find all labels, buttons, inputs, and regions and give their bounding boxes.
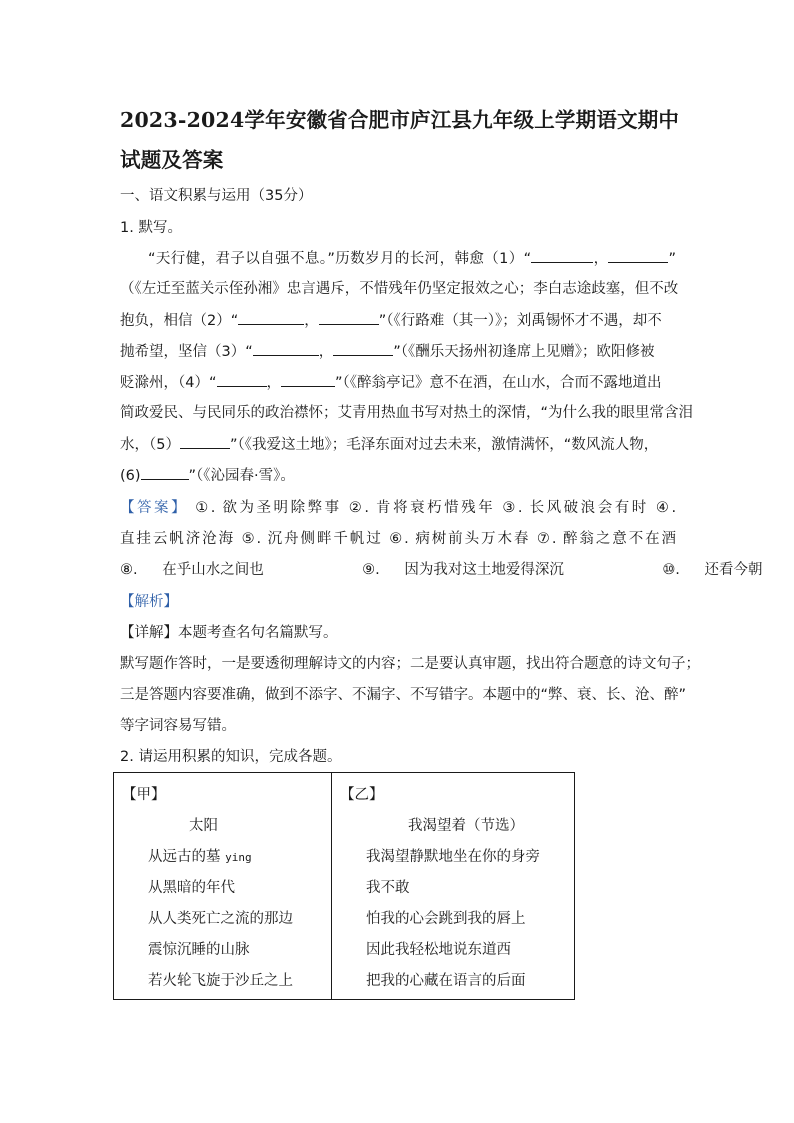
detail-text: 本题考查名句名篇默写。 — [178, 625, 338, 641]
detail-line — [120, 623, 676, 643]
detail-label: 【详解】 — [120, 625, 178, 641]
right-poem-line: 把我的心藏在语言的后面 — [366, 973, 526, 989]
q1-text: “天行健，君子以自强不息。”历数岁月的长河，韩愈（1）“ — [148, 251, 532, 267]
answer-line-1 — [120, 498, 676, 518]
answer-blank — [281, 372, 335, 387]
answer-blank — [180, 434, 230, 449]
q1-para-line-1 — [120, 248, 676, 269]
right-poem-line: 我不敢 — [366, 880, 410, 896]
q1-para-line-6: 简政爱民、与民同乐的政治襟怀；艾青用热血书写对热土的深情，“为什么我的眼里常含泪 — [120, 405, 694, 421]
answer-blank — [217, 372, 267, 387]
right-tag: 【乙】 — [340, 787, 384, 803]
q1-text: (6) — [120, 468, 141, 484]
q1-text: ”（《沁园春·雪》。 — [188, 468, 295, 484]
left-poem-line: 若火轮飞旋于沙丘之上 — [148, 973, 293, 989]
answer-blank — [319, 310, 379, 325]
q1-text: ， — [593, 251, 609, 267]
q1-text: ” — [668, 251, 676, 267]
answer-item: ⑩. 还看今朝 — [662, 562, 763, 578]
document-title — [120, 100, 680, 180]
left-tag: 【甲】 — [122, 787, 166, 803]
explain-line-2: 三是答题内容要准确，做到不添字、不漏字、不写错字。本题中的“弊、衰、长、沧、醉” — [120, 687, 687, 703]
right-poem-title: 我渴望着（节选） — [408, 818, 524, 834]
q1-text: ”（《酬乐天扬州初逢席上见赠》；欧阳修被 — [393, 344, 655, 360]
right-poem-line: 我渴望静默地坐在你的身旁 — [366, 849, 540, 865]
q1-para-line-2: （《左迁至蓝关示侄孙湘》忠言遇斥，不惜残年仍坚定报效之心；李白志途歧塞，但不改 — [120, 281, 679, 297]
q1-text: ， — [304, 313, 319, 329]
left-poem-title: 太阳 — [189, 818, 218, 834]
q1-text: ”（《我爱这土地》；毛泽东面对过去未来，激情满怀，“数风流人物， — [229, 437, 659, 453]
left-poem-line: 从黑暗的年代 — [148, 880, 235, 896]
q1-text: 贬滁州，（4）“ — [120, 375, 217, 391]
answer-blank — [333, 341, 393, 356]
q1-para-line-7 — [120, 434, 676, 455]
explain-line-1: 默写题作答时，一是要透彻理解诗文的内容；二是要认真审题，找出符合题意的诗文句子； — [120, 656, 700, 672]
question-2-label: 2. 请运用积累的知识，完成各题。 — [120, 749, 342, 765]
answer-item: ③. 长风破浪会有时 — [502, 500, 649, 516]
answer-blank — [253, 341, 319, 356]
q1-text: 抛希望，坚信（3）“ — [120, 344, 253, 360]
table-divider — [331, 773, 332, 999]
answer-blank — [531, 248, 593, 263]
q1-text: 水，（5） — [120, 437, 180, 453]
q1-para-line-8 — [120, 465, 676, 486]
answer-line-2 — [120, 529, 676, 549]
q1-text: 抱负，相信（2）“ — [120, 313, 239, 329]
title-line-2: 试题及答案 — [120, 148, 224, 172]
title-line-1: 2023-2024学年安徽省合肥市庐江县九年级上学期语文期中 — [120, 108, 680, 132]
section-heading: 一、语文积累与运用（35分） — [120, 188, 313, 204]
q1-para-line-4 — [120, 341, 676, 362]
right-poem-line: 因此我轻松地说东道西 — [366, 942, 511, 958]
answer-item: ⑨. 因为我对这土地爱得深沉 — [362, 562, 564, 578]
analysis-label: 【解析】 — [120, 594, 178, 610]
answer-blank — [238, 310, 304, 325]
answer-label: 【答案】 — [120, 500, 189, 516]
answer-item: ⑥. 病树前头万木春 — [389, 531, 531, 547]
answer-item: ⑤. 沉舟侧畔千帆过 — [241, 531, 383, 547]
answer-blank — [608, 248, 668, 263]
q1-para-line-3 — [120, 310, 676, 331]
answer-blank — [141, 465, 189, 480]
poem-text: 从远古的墓 — [148, 849, 221, 865]
left-poem-line: 从人类死亡之流的那边 — [148, 911, 293, 927]
q1-text: ， — [266, 375, 281, 391]
q1-text: ， — [318, 344, 334, 360]
answer-item: ②. 肯将衰朽惜残年 — [348, 500, 496, 516]
q1-text: ”（《醉翁亭记》意不在酒，在山水，合而不露地道出 — [335, 375, 662, 391]
question-1-label: 1. 默写。 — [120, 220, 182, 236]
explain-line-3: 等字词容易写错。 — [120, 718, 236, 734]
q1-text: ”（《行路难（其一）》；刘禹锡怀才不遇，却不 — [378, 313, 662, 329]
answer-item: ⑦. 醉翁之意不在酒 — [536, 531, 677, 547]
answer-item: ④. — [655, 500, 677, 516]
left-poem-line: 震惊沉睡的山脉 — [148, 942, 250, 958]
poem-comparison-table — [113, 772, 575, 1000]
answer-item: 直挂云帆济沧海 — [120, 531, 236, 547]
answer-line-3 — [120, 560, 763, 580]
answer-item: ⑧. 在乎山水之间也 — [120, 562, 264, 578]
pinyin-annotation: ying — [225, 851, 252, 864]
answer-item: ①. 欲为圣明除弊事 — [195, 500, 342, 516]
q1-para-line-5 — [120, 372, 676, 393]
right-poem-line: 怕我的心会跳到我的唇上 — [366, 911, 526, 927]
left-poem-line — [148, 847, 252, 868]
